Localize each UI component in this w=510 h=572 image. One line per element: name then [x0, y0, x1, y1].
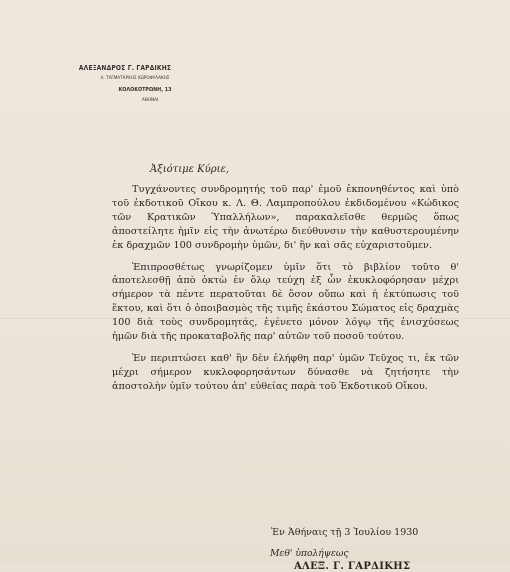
letterhead-role: Λ. ΤΑΓΜΑΤΑΡΧΗΣ ΧΩΡΟΦΥΛΑΚΗΣ [100, 76, 170, 81]
letter-dateline: Ἐν Ἀθήναις τῇ 3 Ἰουλίου 1930 [271, 527, 419, 538]
letter-paragraph-2: Ἐπιπροσθέτως γνωρίζομεν ὑμῖν ὅτι τὸ βιβλίον τοῦτο θ' ἀποτελεσθῇ ἀπὸ ὀκτὼ ἐν ὅλῳ τεύχη ἐξ ὧν ἐκυκλοφόρησαν μέχρι σήμερον τὰ πέντε περατοῦται δὲ ὅσον οὔπω καὶ ἡ ἐκτύπωσις τοῦ ἕκτου, καὶ ὅτι ὁ ὁποιβασμὸς τῆς τιμῆς ἑκάστου Σώματος εἰς δραχμὰς 100 διὰ τοὺς συνδρομητάς, ἐγένετο μόνον λόγῳ τῆς ἐνισχύσεως ἡμῶν διὰ τῆς προκαταβολῆς παρ' αὐτῶν τοῦ ποσοῦ τούτου. [112, 261, 459, 343]
letter-body [112, 183, 459, 394]
letterhead-name: ΑΛΕΞΑΝΔΡΟΣ Γ. ΓΑΡΔΙΚΗΣ [78, 64, 172, 72]
letterhead [60, 64, 190, 103]
letter-paragraph-1: Τυγχάνοντες συνδρομητής τοῦ παρ' ἐμοῦ ἐκπονηθέντος καὶ ὑπὸ τοῦ ἐκδοτικοῦ Οἴκου κ. Λ. Θ. Λαμπροπούλου ἐκδιδομένου «Κώδικος τῶν Κρατικῶν Ὑπαλλήλων», παρακαλεῖσθε θερμῶς ὅπως ἀποστείλητε ἡμῖν εἰς τὴν ἀνωτέρω διεύθυνσιν τὴν καθυστερουμένην ἐκ δραχμῶν 100 συνδρομὴν ὑμῶν, δι' ἣν καὶ σᾶς εὐχαριστοῦμεν. [112, 184, 459, 251]
letter-greeting: Ἀξιότιμε Κύριε, [150, 164, 230, 175]
letterhead-city: ΑΘΗΝΑΙ [141, 98, 159, 103]
letter-closing: Μεθ' ὑπολήψεως [270, 548, 349, 559]
letter-paragraph-3: Ἐν περιπτώσει καθ' ἣν δὲν ἐλήφθη παρ' ὑμῶν Τεῦχος τι, ἐκ τῶν μέχρι σήμερον κυκλοφορησάντων δύνασθε νὰ ζητήσητε τὴν ἀποστολὴν ὑμῖν τούτου ἀπ' εὐθείας παρὰ τοῦ Ἐκδοτικοῦ Οἴκου. [112, 352, 459, 392]
letterhead-address: ΚΟΛΟΚΟΤΡΩΝΗ, 13 [118, 87, 172, 93]
letter-signature: ΑΛΕΞ. Γ. ΓΑΡΔΙΚΗΣ [294, 561, 411, 572]
